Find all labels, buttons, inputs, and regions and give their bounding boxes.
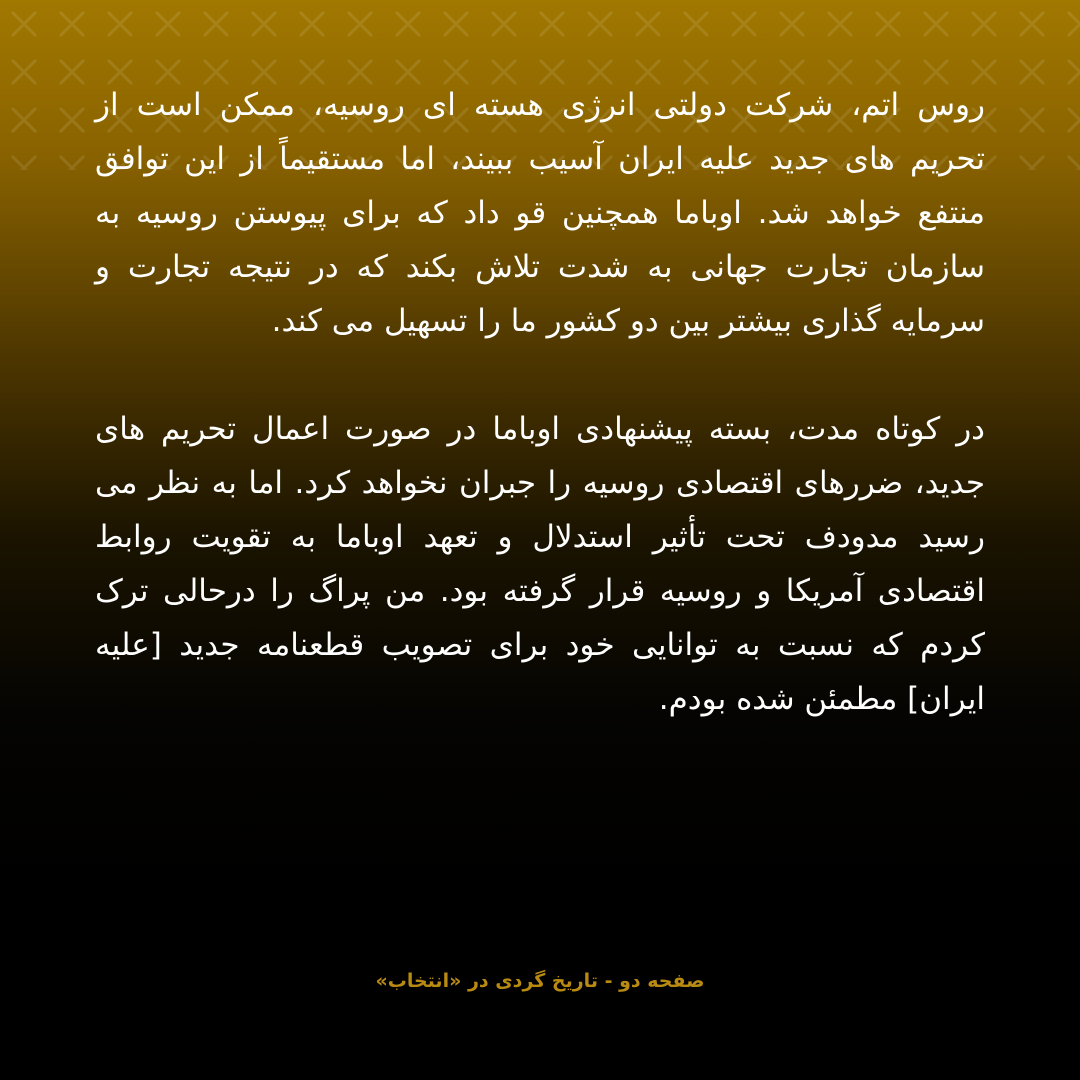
paragraph-1: روس اتم، شرکت دولتی انرژی هسته ای روسیه، ممکن است از تحریم های جدید علیه ایران آسیب ببیند، اما مستقیماً از این توافق منتفع خواهد شد. اوباما همچنین قو داد که برای پیوستن روسیه به سازمان تجارت جهانی به شدت تلاش بکند که در نتیجه تجارت و سرمایه گذاری بیشتر بین دو کشور ما را تسهیل می کند.	[95, 87, 985, 339]
paragraph-2: در کوتاه مدت، بسته پیشنهادی اوباما در صورت اعمال تحریم های جدید، ضررهای اقتصادی روسیه را جبران نخواهد کرد. اما به نظر می رسید مدودف تحت تأثیر استدلال و تعهد اوباما به تقویت روابط اقتصادی آمریکا و روسیه قرار گرفته بود. من پراگ را درحالی ترک کردم که نسبت به توانایی خود برای تصویب قطعنامه جدید [علیه ایران] مطمئن شده بودم.	[95, 411, 985, 717]
article-body	[95, 78, 985, 726]
page-footer: صفحه دو - تاریخ گردی در «انتخاب»	[375, 970, 705, 992]
